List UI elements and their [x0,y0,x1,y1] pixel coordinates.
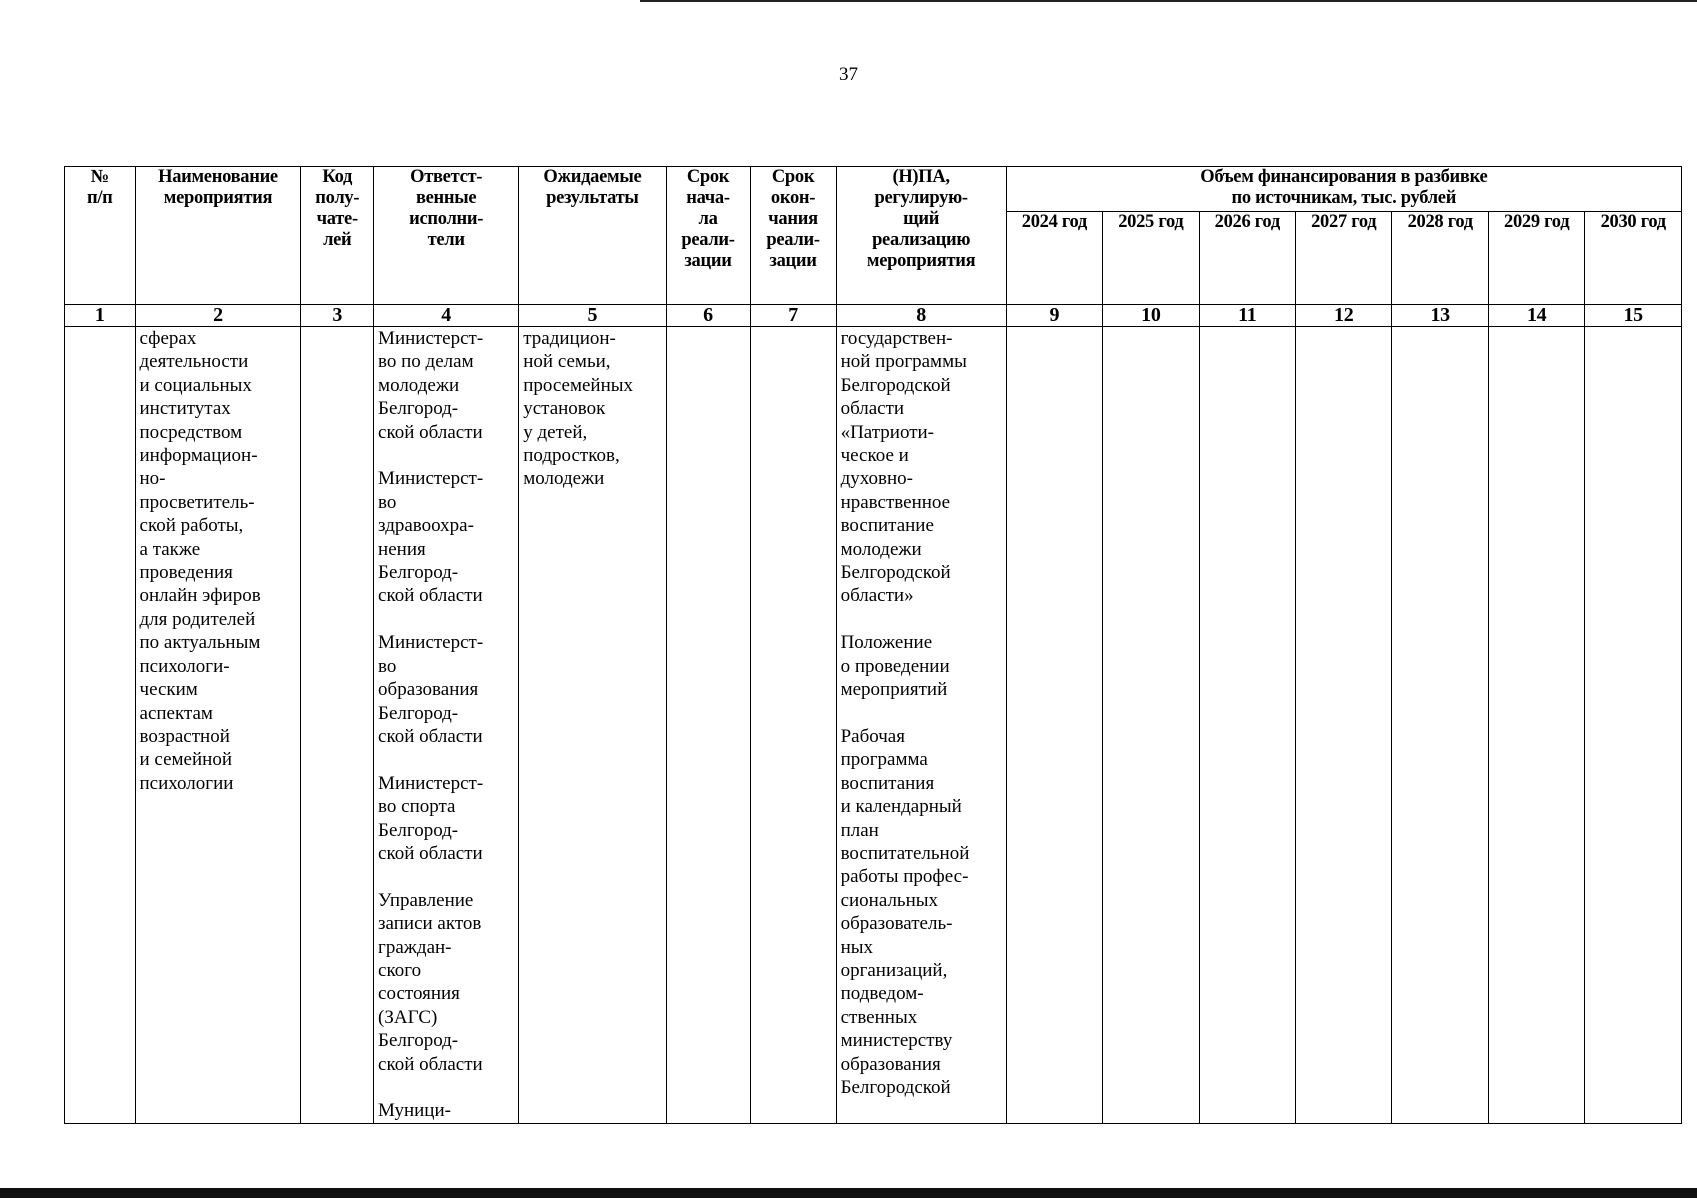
header-expected-results: Ожидаемые результаты [519,167,666,305]
cell-financing-2029 [1488,327,1584,1124]
column-number: 5 [519,305,666,327]
column-number: 3 [301,305,374,327]
cell-num [65,327,136,1124]
column-number: 2 [135,305,301,327]
header-year-2028: 2028 год [1392,212,1488,305]
column-number: 14 [1488,305,1584,327]
column-number: 6 [666,305,750,327]
page-number: 37 [839,64,858,85]
scan-edge-bar [0,1188,1697,1198]
column-number: 12 [1296,305,1392,327]
column-number: 13 [1392,305,1488,327]
header-name: Наименование мероприятия [135,167,301,305]
header-year-2029: 2029 год [1488,212,1584,305]
column-number: 8 [836,305,1006,327]
header-responsible: Ответст- венные исполни- тели [374,167,519,305]
header-year-2024: 2024 год [1006,212,1102,305]
header-year-2025: 2025 год [1103,212,1199,305]
column-number: 11 [1199,305,1295,327]
header-end-date: Срок окон- чания реали- зации [750,167,836,305]
column-number: 1 [65,305,136,327]
column-number: 7 [750,305,836,327]
header-year-2027: 2027 год [1296,212,1392,305]
cell-regulatory-act: государствен- ной программы Белгородской области «Патриоти- ческое и духовно- нравственное воспитание молодежи Белгородской области» Положение о проведении мероприятий Рабочая программа воспитания и календарный план воспитательной работы профес- сиональных образователь- ных организаций, подведом- ственных министерству образования Белгородской [836,327,1006,1124]
header-year-2030: 2030 год [1585,212,1682,305]
cell-financing-2030 [1585,327,1682,1124]
cell-start-date [666,327,750,1124]
header-recipient-code: Код полу- чате- лей [301,167,374,305]
scan-edge-line [640,0,1697,2]
cell-expected-results: традицион- ной семьи, просемейных установок у детей, подростков, молодежи [519,327,666,1124]
header-regulatory-act: (Н)ПА, регулирую- щий реализацию мероприятия [836,167,1006,305]
cell-recipient-code [301,327,374,1124]
cell-responsible: Министерст- во по делам молодежи Белгород- ской области Министерст- во здравоохра- нения Белгород- ской области Министерст- во образования Белгород- ской области Министерст- во спорта Белгород- ской области Управление записи актов граждан- ского состояния (ЗАГС) Белгород- ской области Муници- [374,327,519,1124]
header-start-date: Срок нача- ла реали- зации [666,167,750,305]
table-row [65,327,1682,1124]
column-number: 10 [1103,305,1199,327]
header-num: № п/п [65,167,136,305]
cell-financing-2025 [1103,327,1199,1124]
action-plan-table [64,166,1682,1124]
column-number: 4 [374,305,519,327]
cell-financing-2026 [1199,327,1295,1124]
cell-financing-2024 [1006,327,1102,1124]
header-financing: Объем финансирования в разбивке по источникам, тыс. рублей [1006,167,1681,212]
cell-activity-name: сферах деятельности и социальных институтах посредством информацион- но- просветитель- ской работы, а также проведения онлайн эфиров для родителей по актуальным психологи- ческим аспектам возрастной и семейной психологии [135,327,301,1124]
cell-end-date [750,327,836,1124]
column-number: 9 [1006,305,1102,327]
cell-financing-2027 [1296,327,1392,1124]
cell-financing-2028 [1392,327,1488,1124]
column-number: 15 [1585,305,1682,327]
header-year-2026: 2026 год [1199,212,1295,305]
